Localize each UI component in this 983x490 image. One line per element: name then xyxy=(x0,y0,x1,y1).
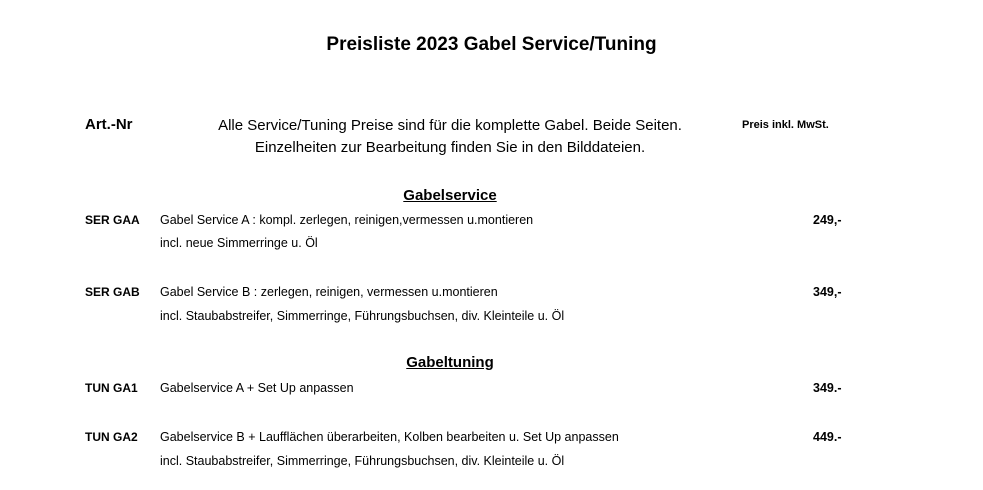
item-description-detail: incl. neue Simmerringe u. Öl xyxy=(160,236,318,250)
header-desc-line2: Einzelheiten zur Bearbeitung finden Sie in den Bilddateien. xyxy=(254,139,646,156)
column-header-description xyxy=(150,115,750,159)
item-code: SER GAA xyxy=(85,213,140,227)
item-description: Gabel Service A : kompl. zerlegen, reinigen,vermessen u.montieren xyxy=(160,213,534,227)
item-description: Gabelservice A + Set Up anpassen xyxy=(160,381,354,395)
header-desc-line1: Alle Service/Tuning Preise sind für die komplette Gabel. Beide Seiten. xyxy=(218,117,682,134)
item-description: Gabel Service B : zerlegen, reinigen, vermessen u.montieren xyxy=(160,285,498,299)
item-code: SER GAB xyxy=(85,285,140,299)
item-price: 249,- xyxy=(813,213,842,227)
item-code: TUN GA2 xyxy=(85,430,138,444)
item-price: 449.- xyxy=(813,430,842,444)
item-code: TUN GA1 xyxy=(85,381,138,395)
section-title-gabelservice: Gabelservice xyxy=(403,187,497,204)
item-price: 349,- xyxy=(813,285,842,299)
item-description: Gabelservice B + Laufflächen überarbeiten, Kolben bearbeiten u. Set Up anpassen xyxy=(160,430,619,444)
item-description-detail: incl. Staubabstreifer, Simmerringe, Führungsbuchsen, div. Kleinteile u. Öl xyxy=(160,454,565,468)
section-title-gabeltuning: Gabeltuning xyxy=(406,354,494,371)
item-price: 349.- xyxy=(813,381,842,395)
column-header-price: Preis inkl. MwSt. xyxy=(742,119,829,131)
column-header-art-nr: Art.-Nr xyxy=(85,116,133,133)
item-description-detail: incl. Staubabstreifer, Simmerringe, Führungsbuchsen, div. Kleinteile u. Öl xyxy=(160,309,565,323)
page-title: Preisliste 2023 Gabel Service/Tuning xyxy=(326,34,657,55)
